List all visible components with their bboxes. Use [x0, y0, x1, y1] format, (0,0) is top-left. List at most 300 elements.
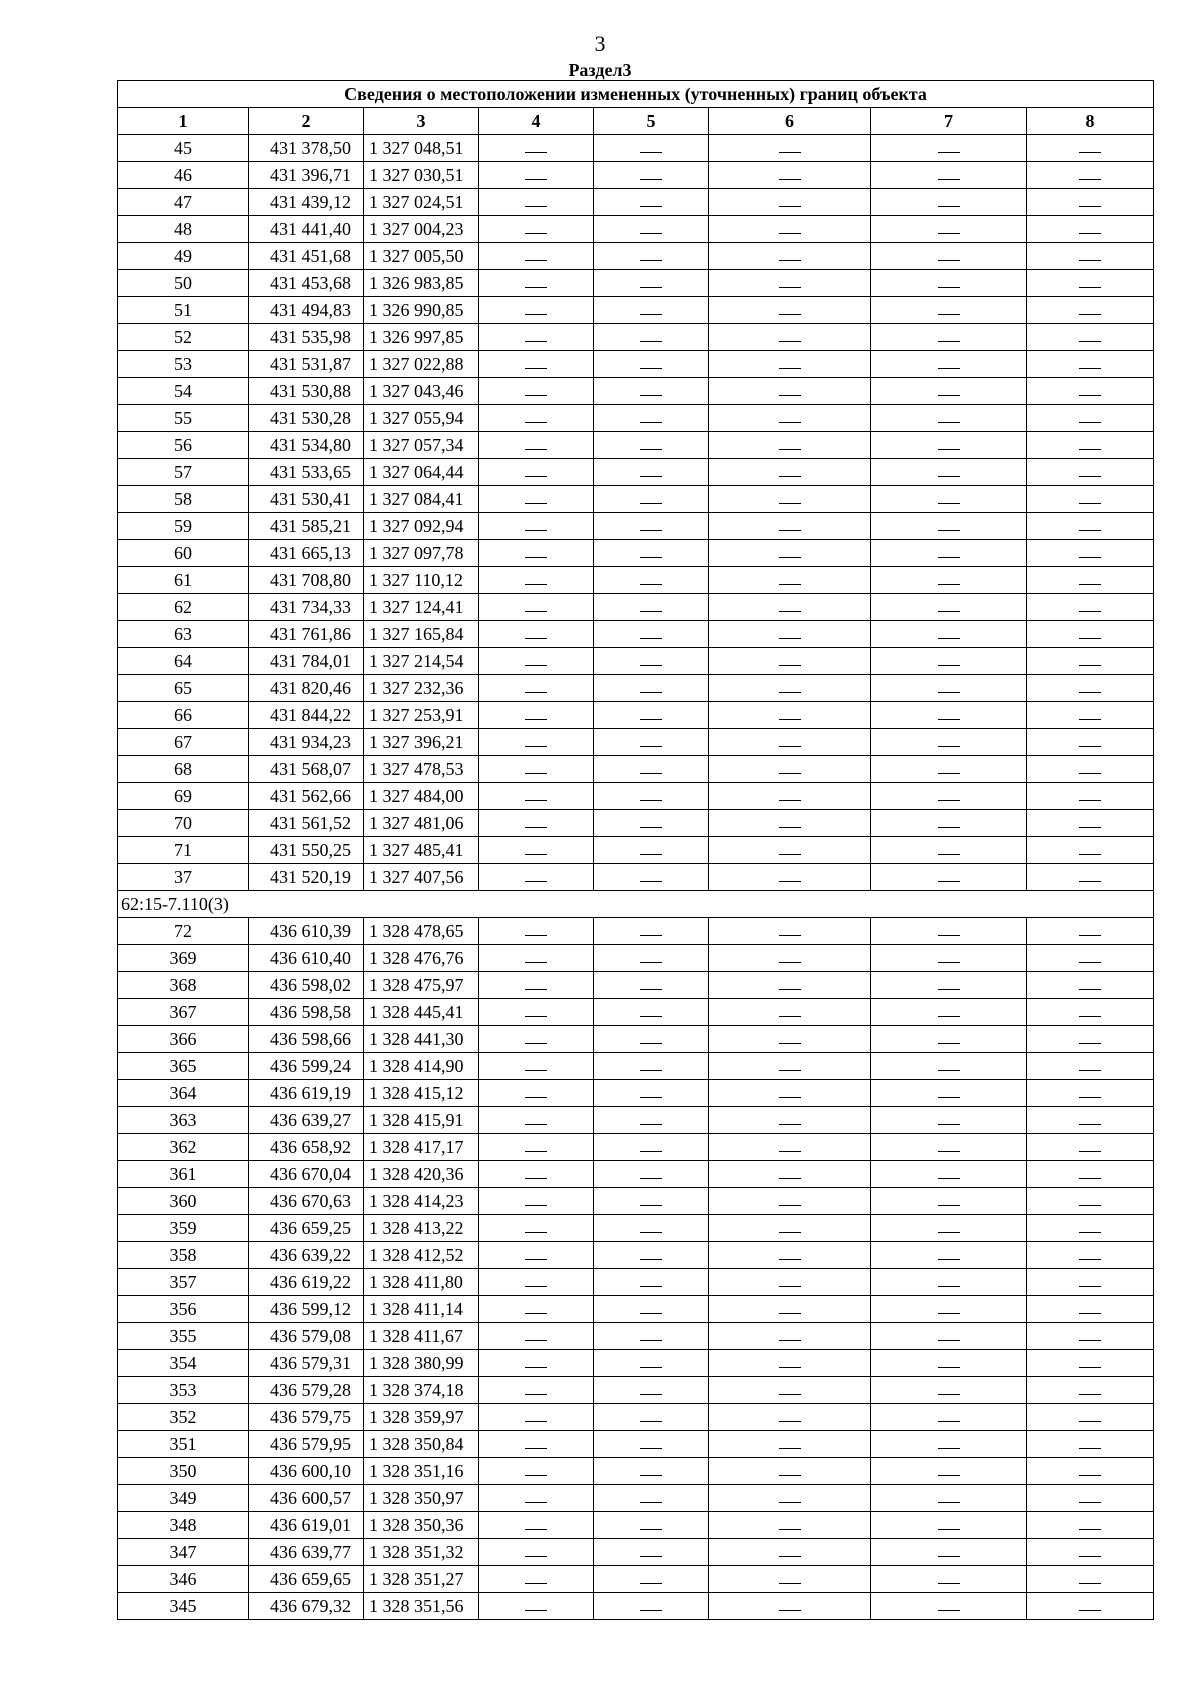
dash-mark: [938, 233, 960, 234]
dash-mark: [1079, 1502, 1101, 1503]
dash-mark: [779, 800, 801, 801]
dash-mark: [1079, 1178, 1101, 1179]
empty-value-cell: [594, 837, 709, 864]
x-coordinate-cell: 431 441,40: [249, 216, 364, 243]
empty-value-cell: [871, 1134, 1027, 1161]
empty-value-cell: [871, 162, 1027, 189]
dash-mark: [1079, 1367, 1101, 1368]
y-coordinate-cell: 1 328 415,12: [364, 1080, 479, 1107]
empty-value-cell: [709, 324, 871, 351]
y-coordinate-cell: 1 328 380,99: [364, 1350, 479, 1377]
y-coordinate-cell: 1 328 411,80: [364, 1269, 479, 1296]
y-coordinate-cell: 1 328 359,97: [364, 1404, 479, 1431]
empty-value-cell: [709, 243, 871, 270]
dash-mark: [779, 962, 801, 963]
point-number-cell: 72: [118, 918, 249, 945]
dash-mark: [525, 1421, 547, 1422]
empty-value-cell: [1027, 1053, 1154, 1080]
dash-mark: [938, 1610, 960, 1611]
empty-value-cell: [709, 1539, 871, 1566]
dash-mark: [525, 233, 547, 234]
empty-value-cell: [871, 297, 1027, 324]
table-row: [118, 1296, 1154, 1323]
empty-value-cell: [871, 918, 1027, 945]
dash-mark: [1079, 1097, 1101, 1098]
dash-mark: [938, 476, 960, 477]
dash-mark: [779, 989, 801, 990]
table-row: [118, 999, 1154, 1026]
dash-mark: [779, 557, 801, 558]
page-number: 3: [594, 31, 606, 56]
point-number-cell: 349: [118, 1485, 249, 1512]
table-row: [118, 972, 1154, 999]
empty-value-cell: [594, 540, 709, 567]
empty-value-cell: [1027, 216, 1154, 243]
table-row: [118, 1323, 1154, 1350]
point-number-cell: 37: [118, 864, 249, 891]
dash-mark: [640, 503, 662, 504]
dash-mark: [640, 152, 662, 153]
empty-value-cell: [871, 621, 1027, 648]
dash-mark: [779, 1367, 801, 1368]
dash-mark: [1079, 1232, 1101, 1233]
dash-mark: [525, 611, 547, 612]
dash-mark: [525, 530, 547, 531]
dash-mark: [938, 1475, 960, 1476]
dash-mark: [779, 584, 801, 585]
point-number-cell: 354: [118, 1350, 249, 1377]
empty-value-cell: [479, 1188, 594, 1215]
table-row: [118, 162, 1154, 189]
dash-mark: [525, 1016, 547, 1017]
table-row: [118, 1161, 1154, 1188]
empty-value-cell: [594, 1080, 709, 1107]
empty-value-cell: [479, 135, 594, 162]
dash-mark: [938, 989, 960, 990]
dash-mark: [1079, 179, 1101, 180]
table-row: [118, 918, 1154, 945]
empty-value-cell: [1027, 810, 1154, 837]
empty-value-cell: [594, 135, 709, 162]
dash-mark: [1079, 260, 1101, 261]
dash-mark: [640, 530, 662, 531]
empty-value-cell: [479, 486, 594, 513]
column-header: 5: [594, 108, 709, 135]
dash-mark: [1079, 1583, 1101, 1584]
dash-mark: [938, 1529, 960, 1530]
empty-value-cell: [871, 1350, 1027, 1377]
empty-value-cell: [871, 1269, 1027, 1296]
table-row: [118, 486, 1154, 513]
dash-mark: [640, 1610, 662, 1611]
empty-value-cell: [594, 1377, 709, 1404]
empty-value-cell: [871, 1323, 1027, 1350]
empty-value-cell: [709, 540, 871, 567]
point-number-cell: 358: [118, 1242, 249, 1269]
dash-mark: [779, 611, 801, 612]
y-coordinate-cell: 1 328 350,36: [364, 1512, 479, 1539]
empty-value-cell: [871, 567, 1027, 594]
x-coordinate-cell: 431 934,23: [249, 729, 364, 756]
dash-mark: [779, 341, 801, 342]
y-coordinate-cell: 1 327 084,41: [364, 486, 479, 513]
empty-value-cell: [479, 1566, 594, 1593]
empty-value-cell: [709, 1323, 871, 1350]
empty-value-cell: [709, 270, 871, 297]
dash-mark: [525, 557, 547, 558]
y-coordinate-cell: 1 327 485,41: [364, 837, 479, 864]
dash-mark: [1079, 665, 1101, 666]
dash-mark: [779, 152, 801, 153]
empty-value-cell: [479, 216, 594, 243]
table-row: [118, 1566, 1154, 1593]
dash-mark: [640, 422, 662, 423]
dash-mark: [779, 1259, 801, 1260]
empty-value-cell: [594, 756, 709, 783]
table-row: [118, 1485, 1154, 1512]
dash-mark: [779, 746, 801, 747]
empty-value-cell: [1027, 837, 1154, 864]
x-coordinate-cell: 431 820,46: [249, 675, 364, 702]
dash-mark: [779, 1097, 801, 1098]
table-row: [118, 1350, 1154, 1377]
dash-mark: [779, 1340, 801, 1341]
table-row: [118, 135, 1154, 162]
dash-mark: [779, 449, 801, 450]
dash-mark: [938, 1286, 960, 1287]
table-row: [118, 1053, 1154, 1080]
empty-value-cell: [709, 1215, 871, 1242]
dash-mark: [779, 692, 801, 693]
x-coordinate-cell: 436 599,24: [249, 1053, 364, 1080]
dash-mark: [525, 881, 547, 882]
empty-value-cell: [871, 432, 1027, 459]
x-coordinate-cell: 436 619,19: [249, 1080, 364, 1107]
dash-mark: [938, 935, 960, 936]
empty-value-cell: [594, 1269, 709, 1296]
x-coordinate-cell: 431 530,88: [249, 378, 364, 405]
point-number-cell: 369: [118, 945, 249, 972]
x-coordinate-cell: 436 619,22: [249, 1269, 364, 1296]
empty-value-cell: [871, 1593, 1027, 1620]
x-coordinate-cell: 431 562,66: [249, 783, 364, 810]
empty-value-cell: [594, 1296, 709, 1323]
y-coordinate-cell: 1 328 413,22: [364, 1215, 479, 1242]
dash-mark: [779, 1529, 801, 1530]
empty-value-cell: [871, 864, 1027, 891]
empty-value-cell: [709, 1026, 871, 1053]
dash-mark: [525, 962, 547, 963]
empty-value-cell: [594, 270, 709, 297]
column-header: 6: [709, 108, 871, 135]
empty-value-cell: [1027, 1539, 1154, 1566]
table-row: [118, 405, 1154, 432]
empty-value-cell: [594, 594, 709, 621]
table-row: [118, 837, 1154, 864]
column-header: 2: [249, 108, 364, 135]
dash-mark: [938, 638, 960, 639]
dash-mark: [938, 1556, 960, 1557]
dash-mark: [779, 476, 801, 477]
empty-value-cell: [709, 1107, 871, 1134]
empty-value-cell: [479, 972, 594, 999]
dash-mark: [525, 692, 547, 693]
dash-mark: [779, 881, 801, 882]
table-row: [118, 1242, 1154, 1269]
empty-value-cell: [479, 1512, 594, 1539]
table-row: [118, 864, 1154, 891]
empty-value-cell: [479, 1134, 594, 1161]
dash-mark: [938, 503, 960, 504]
empty-value-cell: [479, 1080, 594, 1107]
y-coordinate-cell: 1 328 351,32: [364, 1539, 479, 1566]
dash-mark: [525, 638, 547, 639]
y-coordinate-cell: 1 327 214,54: [364, 648, 479, 675]
dash-mark: [1079, 611, 1101, 612]
empty-value-cell: [1027, 513, 1154, 540]
empty-value-cell: [871, 324, 1027, 351]
y-coordinate-cell: 1 327 165,84: [364, 621, 479, 648]
empty-value-cell: [1027, 189, 1154, 216]
dash-mark: [525, 1529, 547, 1530]
dash-mark: [1079, 1529, 1101, 1530]
dash-mark: [938, 1448, 960, 1449]
group-b-header: [118, 891, 1154, 918]
dash-mark: [525, 827, 547, 828]
table-row: [118, 1107, 1154, 1134]
dash-mark: [938, 1367, 960, 1368]
empty-value-cell: [479, 1350, 594, 1377]
dash-mark: [640, 1232, 662, 1233]
empty-value-cell: [709, 1134, 871, 1161]
empty-value-cell: [594, 324, 709, 351]
table-row: [118, 594, 1154, 621]
empty-value-cell: [479, 702, 594, 729]
dash-mark: [779, 773, 801, 774]
dash-mark: [525, 1286, 547, 1287]
table-row: [118, 1458, 1154, 1485]
table-row: [118, 297, 1154, 324]
empty-value-cell: [871, 1404, 1027, 1431]
y-coordinate-cell: 1 328 478,65: [364, 918, 479, 945]
x-coordinate-cell: 436 579,75: [249, 1404, 364, 1431]
table-row: [118, 756, 1154, 783]
point-number-cell: 49: [118, 243, 249, 270]
empty-value-cell: [1027, 1485, 1154, 1512]
table-row: [118, 1593, 1154, 1620]
dash-mark: [525, 584, 547, 585]
table-row: [118, 513, 1154, 540]
empty-value-cell: [709, 972, 871, 999]
x-coordinate-cell: 436 610,39: [249, 918, 364, 945]
dash-mark: [525, 1178, 547, 1179]
dash-mark: [640, 638, 662, 639]
dash-mark: [938, 665, 960, 666]
y-coordinate-cell: 1 327 110,12: [364, 567, 479, 594]
y-coordinate-cell: 1 327 024,51: [364, 189, 479, 216]
empty-value-cell: [871, 810, 1027, 837]
point-number-cell: 51: [118, 297, 249, 324]
empty-value-cell: [594, 675, 709, 702]
empty-value-cell: [1027, 1161, 1154, 1188]
y-coordinate-cell: 1 327 004,23: [364, 216, 479, 243]
dash-mark: [779, 1421, 801, 1422]
point-number-cell: 352: [118, 1404, 249, 1431]
empty-value-cell: [709, 189, 871, 216]
dash-mark: [938, 1232, 960, 1233]
empty-value-cell: [871, 1161, 1027, 1188]
empty-value-cell: [1027, 162, 1154, 189]
empty-value-cell: [871, 1080, 1027, 1107]
dash-mark: [525, 1043, 547, 1044]
dash-mark: [525, 1502, 547, 1503]
dash-mark: [640, 1556, 662, 1557]
dash-mark: [779, 665, 801, 666]
dash-mark: [938, 962, 960, 963]
point-number-cell: 346: [118, 1566, 249, 1593]
dash-mark: [640, 800, 662, 801]
table-row: [118, 243, 1154, 270]
dash-mark: [640, 260, 662, 261]
dash-mark: [779, 422, 801, 423]
dash-mark: [938, 260, 960, 261]
point-number-cell: 363: [118, 1107, 249, 1134]
dash-mark: [1079, 1124, 1101, 1125]
dash-mark: [779, 503, 801, 504]
y-coordinate-cell: 1 328 476,76: [364, 945, 479, 972]
empty-value-cell: [1027, 648, 1154, 675]
dash-mark: [938, 854, 960, 855]
empty-value-cell: [479, 675, 594, 702]
y-coordinate-cell: 1 328 351,16: [364, 1458, 479, 1485]
dash-mark: [1079, 1070, 1101, 1071]
empty-value-cell: [709, 405, 871, 432]
dash-mark: [525, 719, 547, 720]
empty-value-cell: [709, 999, 871, 1026]
table-row: [118, 1431, 1154, 1458]
dash-mark: [640, 692, 662, 693]
empty-value-cell: [479, 837, 594, 864]
empty-value-cell: [594, 621, 709, 648]
table-row: [118, 1269, 1154, 1296]
dash-mark: [1079, 827, 1101, 828]
empty-value-cell: [1027, 1377, 1154, 1404]
x-coordinate-cell: 436 658,92: [249, 1134, 364, 1161]
dash-mark: [779, 719, 801, 720]
x-coordinate-cell: 436 670,04: [249, 1161, 364, 1188]
empty-value-cell: [709, 513, 871, 540]
empty-value-cell: [1027, 918, 1154, 945]
y-coordinate-cell: 1 328 411,67: [364, 1323, 479, 1350]
dash-mark: [779, 1610, 801, 1611]
dash-mark: [525, 854, 547, 855]
table-row: [118, 783, 1154, 810]
point-number-cell: 359: [118, 1215, 249, 1242]
dash-mark: [1079, 1610, 1101, 1611]
point-number-cell: 345: [118, 1593, 249, 1620]
dash-mark: [640, 989, 662, 990]
empty-value-cell: [479, 270, 594, 297]
dash-mark: [779, 1286, 801, 1287]
empty-value-cell: [871, 1026, 1027, 1053]
dash-mark: [938, 1394, 960, 1395]
dash-mark: [640, 1475, 662, 1476]
x-coordinate-cell: 431 561,52: [249, 810, 364, 837]
dash-mark: [938, 773, 960, 774]
empty-value-cell: [479, 459, 594, 486]
y-coordinate-cell: 1 327 396,21: [364, 729, 479, 756]
point-number-cell: 348: [118, 1512, 249, 1539]
dash-mark: [640, 773, 662, 774]
empty-value-cell: [871, 405, 1027, 432]
x-coordinate-cell: 431 494,83: [249, 297, 364, 324]
table-row: [118, 675, 1154, 702]
point-number-cell: 368: [118, 972, 249, 999]
x-coordinate-cell: 431 451,68: [249, 243, 364, 270]
dash-mark: [938, 449, 960, 450]
table-row: [118, 432, 1154, 459]
dash-mark: [525, 179, 547, 180]
column-header: 3: [364, 108, 479, 135]
x-coordinate-cell: 431 396,71: [249, 162, 364, 189]
dash-mark: [525, 314, 547, 315]
y-coordinate-cell: 1 328 441,30: [364, 1026, 479, 1053]
empty-value-cell: [479, 378, 594, 405]
empty-value-cell: [709, 135, 871, 162]
x-coordinate-cell: 431 585,21: [249, 513, 364, 540]
empty-value-cell: [594, 216, 709, 243]
empty-value-cell: [1027, 783, 1154, 810]
empty-value-cell: [479, 1053, 594, 1080]
dash-mark: [1079, 314, 1101, 315]
empty-value-cell: [479, 999, 594, 1026]
dash-mark: [938, 1259, 960, 1260]
x-coordinate-cell: 436 679,32: [249, 1593, 364, 1620]
y-coordinate-cell: 1 327 055,94: [364, 405, 479, 432]
empty-value-cell: [594, 972, 709, 999]
empty-value-cell: [594, 864, 709, 891]
empty-value-cell: [1027, 729, 1154, 756]
empty-value-cell: [594, 1053, 709, 1080]
table-row: [118, 810, 1154, 837]
dash-mark: [640, 1286, 662, 1287]
empty-value-cell: [479, 1323, 594, 1350]
empty-value-cell: [594, 486, 709, 513]
empty-value-cell: [594, 459, 709, 486]
dash-mark: [640, 1178, 662, 1179]
empty-value-cell: [871, 1566, 1027, 1593]
dash-mark: [640, 1043, 662, 1044]
point-number-cell: 58: [118, 486, 249, 513]
empty-value-cell: [479, 729, 594, 756]
x-coordinate-cell: 431 708,80: [249, 567, 364, 594]
empty-value-cell: [709, 1512, 871, 1539]
empty-value-cell: [1027, 972, 1154, 999]
dash-mark: [779, 935, 801, 936]
empty-value-cell: [479, 189, 594, 216]
empty-value-cell: [1027, 432, 1154, 459]
empty-value-cell: [1027, 1080, 1154, 1107]
empty-value-cell: [871, 243, 1027, 270]
empty-value-cell: [871, 216, 1027, 243]
dash-mark: [938, 1313, 960, 1314]
empty-value-cell: [594, 1161, 709, 1188]
point-number-cell: 45: [118, 135, 249, 162]
table-row: [118, 1215, 1154, 1242]
empty-value-cell: [594, 918, 709, 945]
dash-mark: [1079, 395, 1101, 396]
empty-value-cell: [709, 594, 871, 621]
